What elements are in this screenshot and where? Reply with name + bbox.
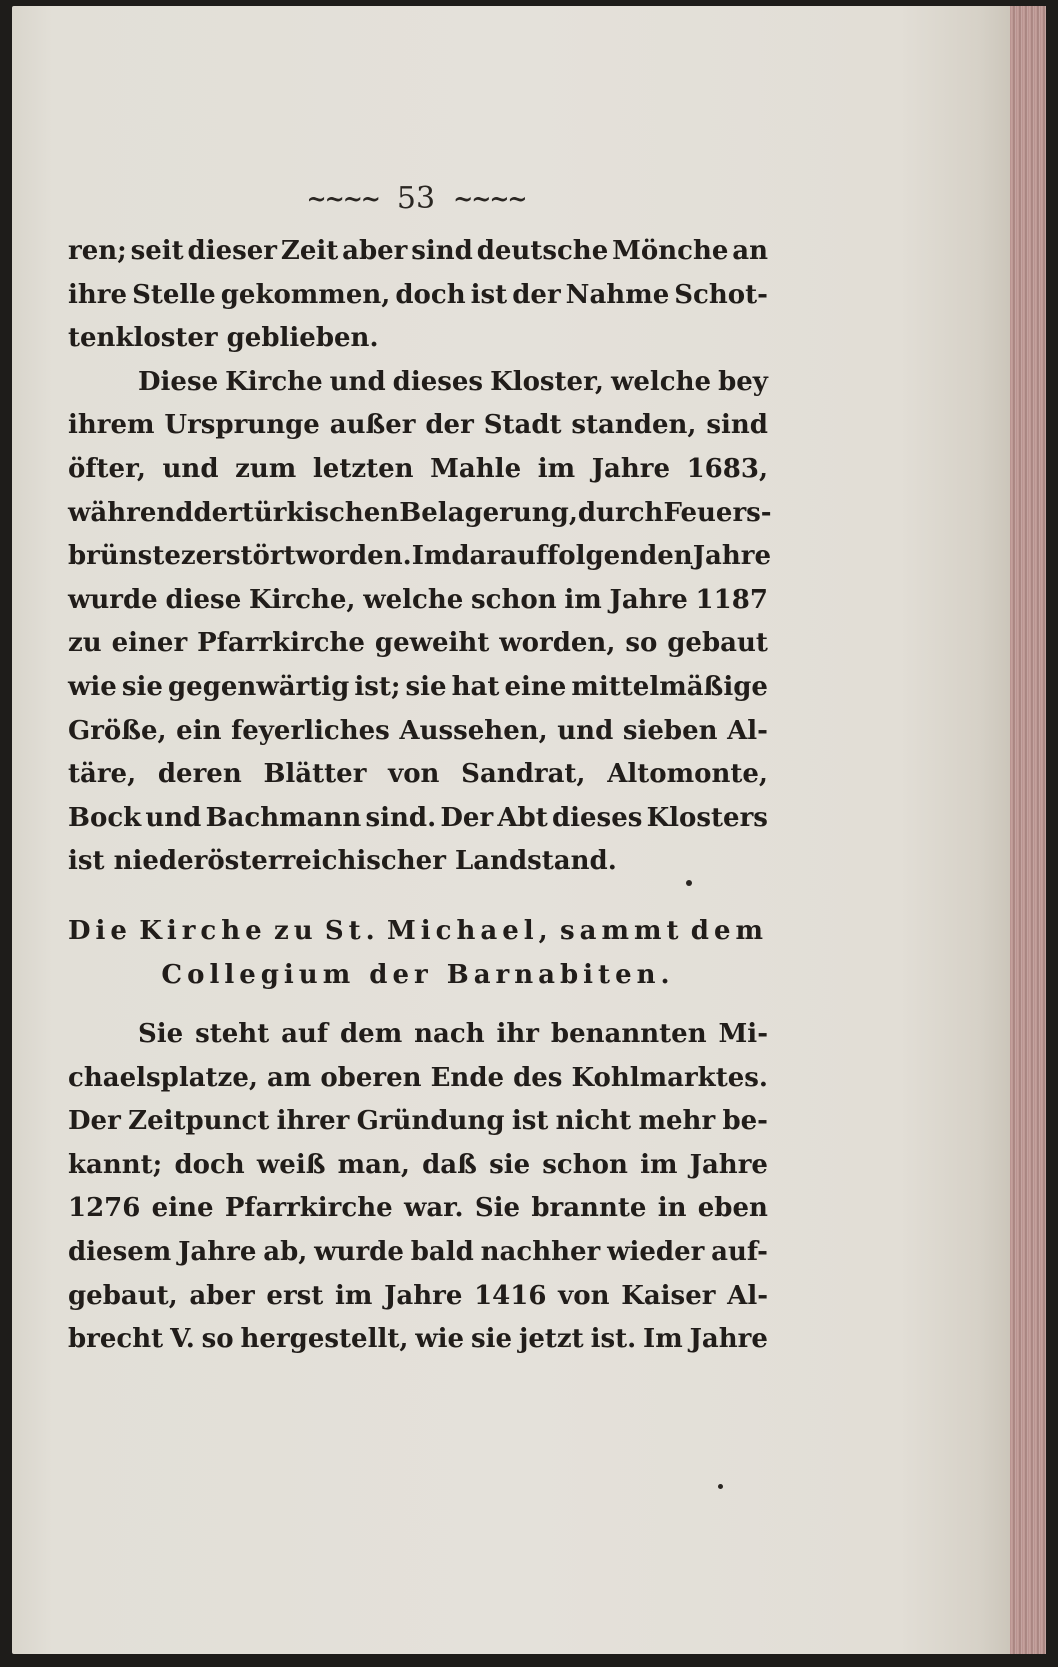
text-line: gebaut, aber erst im Jahre 1416 von Kaiser Al- <box>68 1280 768 1311</box>
text-line: öfter, und zum letzten Mahle im Jahre 1683, <box>68 453 768 484</box>
ink-speck <box>718 1484 723 1489</box>
text-line: wie sie gegenwärtig ist; sie hat eine mittelmäßige <box>68 671 768 702</box>
text-line: ihre Stelle gekommen, doch ist der Nahme Schot- <box>68 279 768 310</box>
text-line: Diese Kirche und dieses Kloster, welche bey <box>138 366 768 397</box>
ink-speck <box>686 880 692 886</box>
section-heading-line-2: Collegium der Barnabiten. <box>161 959 675 990</box>
page-edge <box>1010 6 1046 1654</box>
text-line: kannt; doch weiß man, daß sie schon im Jahre <box>68 1149 768 1180</box>
section-heading <box>68 910 768 997</box>
body-text <box>68 230 772 1362</box>
text-line: brünste zerstört worden. Im darauf folgenden Jahre <box>68 541 771 572</box>
text-line: Bock und Bachmann sind. Der Abt dieses Klosters <box>68 802 768 833</box>
page-number: 53 <box>396 180 436 216</box>
text-line: Größe, ein feyerliches Aussehen, und sieben Al- <box>68 715 768 746</box>
text-line: während der türkischen Belagerung, durch Feuers- <box>68 497 772 528</box>
text-line: täre, deren Blätter von Sandrat, Altomonte, <box>68 759 768 790</box>
section-heading-line-1: Die Kirche zu St. Michael, sammt dem <box>68 915 768 946</box>
text-line: ren; seit dieser Zeit aber sind deutsche Mönche an <box>68 236 768 266</box>
right-ornament: ~~~~ <box>453 183 526 213</box>
text-line: tenkloster geblieben. <box>68 323 379 354</box>
text-line: zu einer Pfarrkirche geweiht worden, so gebaut <box>68 628 768 659</box>
left-ornament: ~~~~ <box>306 183 379 213</box>
text-line: chaelsplatze, am oberen Ende des Kohlmarktes. <box>68 1062 768 1093</box>
text-line: ist niederösterreichischer Landstand. <box>68 846 617 877</box>
text-line: brecht V. so hergestellt, wie sie jetzt ist. Im Jahre <box>68 1324 768 1355</box>
text-line: wurde diese Kirche, welche schon im Jahre 1187 <box>68 584 768 615</box>
text-line: Der Zeitpunct ihrer Gründung ist nicht mehr be- <box>68 1106 768 1137</box>
text-line: 1276 eine Pfarrkirche war. Sie brannte in eben <box>68 1193 768 1224</box>
page-header <box>290 178 542 218</box>
text-line: ihrem Ursprunge außer der Stadt standen, sind <box>68 410 768 441</box>
text-line: diesem Jahre ab, wurde bald nachher wieder auf- <box>68 1237 768 1268</box>
text-line: Sie steht auf dem nach ihr benannten Mi- <box>138 1019 768 1050</box>
